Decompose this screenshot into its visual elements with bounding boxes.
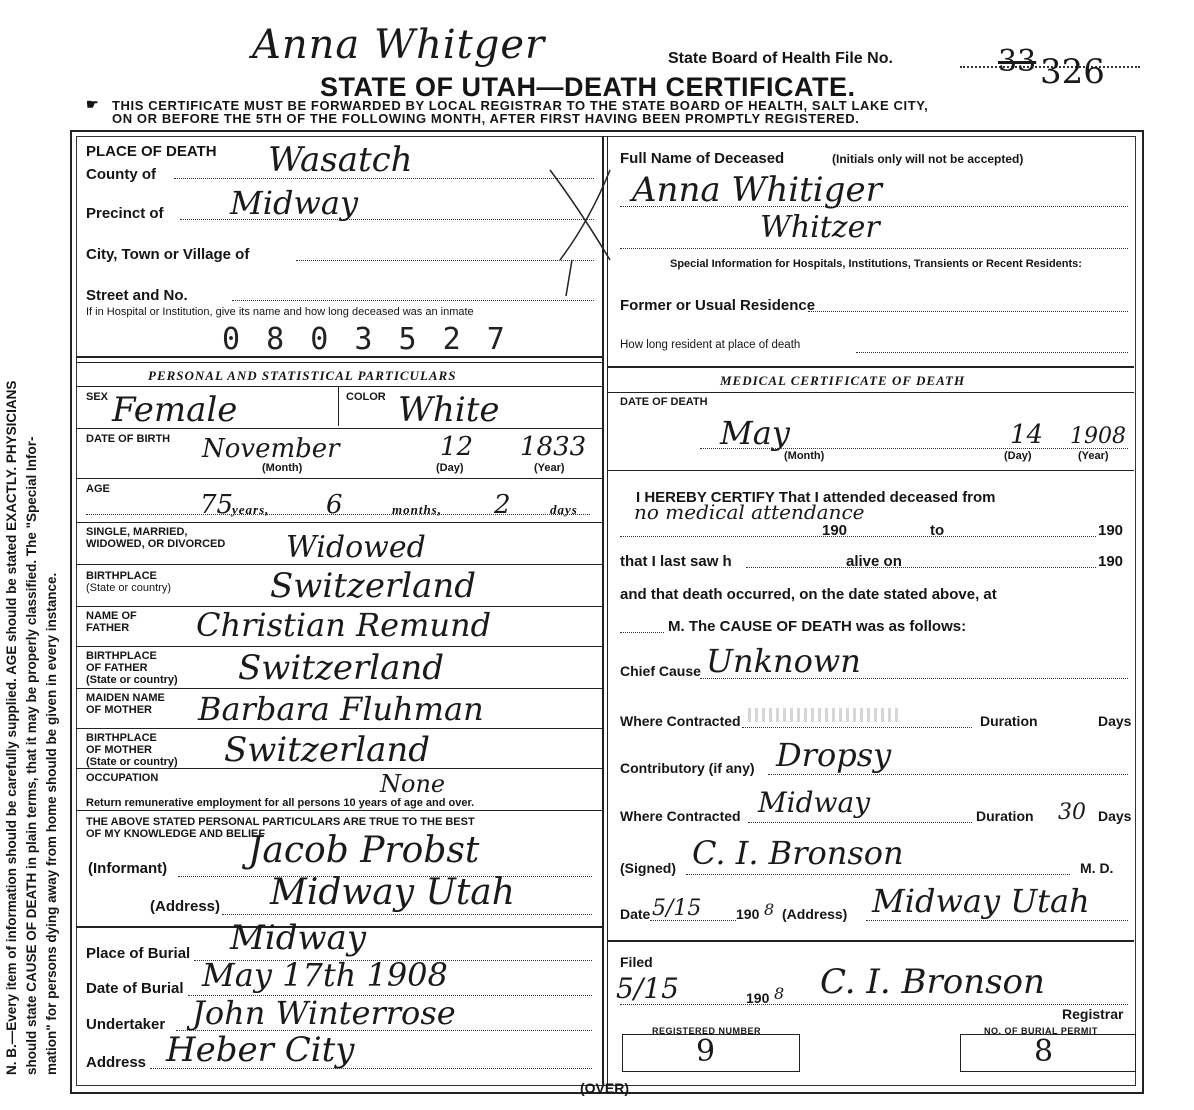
days-1-label: Days: [1098, 713, 1132, 729]
sex-color-divider: [338, 386, 339, 426]
age-years: 75: [200, 490, 234, 520]
father-bp-label-2: OF FATHER: [86, 662, 148, 674]
dob-year: 1833: [520, 432, 587, 462]
hospital-note: If in Hospital or Institution, give its name and how long deceased was an inmate: [86, 306, 474, 318]
occupation-label: OCCUPATION: [86, 772, 159, 784]
left-divider-11: [76, 768, 602, 769]
fullname-note: (Initials only will not be accepted): [832, 152, 1024, 166]
where-contracted-2-line: [748, 822, 972, 823]
attendance-value: no medical attendance: [634, 500, 865, 524]
signed-value: C. I. Bronson: [692, 834, 904, 872]
death-date-line: [700, 448, 1128, 449]
father-bp-label-3: (State or country): [86, 674, 178, 686]
cert-date-value: 5/15: [652, 896, 702, 921]
mother-bp-label-3: (State or country): [86, 756, 178, 768]
file-number: 326: [1040, 52, 1105, 92]
fullname-value: Anna Whitiger: [632, 170, 882, 210]
father-bp-label-1: BIRTHPLACE: [86, 650, 157, 662]
cert-date-line: [650, 920, 736, 921]
county-label: County of: [86, 166, 156, 183]
former-residence-label: Former or Usual Residence: [620, 297, 816, 314]
age-months: 6: [326, 490, 343, 520]
filed-year-suffix: 8: [774, 984, 785, 1003]
marital-value: Widowed: [286, 530, 426, 565]
burial-place-value: Midway: [230, 918, 367, 958]
erased-smudge: [748, 708, 898, 722]
age-days: 2: [494, 490, 511, 520]
cert-address-line: [866, 920, 1128, 921]
death-occurred-text: and that death occurred, on the date stated above, at: [620, 586, 997, 603]
marital-label-1: SINGLE, MARRIED,: [86, 526, 188, 538]
death-month-label: (Month): [784, 450, 825, 462]
left-divider-4: [76, 478, 602, 479]
dob-day-label: (Day): [436, 462, 464, 474]
chief-cause-value: Unknown: [706, 642, 861, 680]
birthplace-sub: (State or country): [86, 582, 171, 594]
precinct-value: Midway: [230, 184, 359, 222]
registered-number: 9: [696, 1034, 716, 1069]
attendance-year-1: 190: [822, 522, 848, 539]
mother-bp-label-1: BIRTHPLACE: [86, 732, 157, 744]
cert-address-value: Midway Utah: [872, 882, 1090, 920]
medical-heading: MEDICAL CERTIFICATE OF DEATH: [720, 373, 966, 388]
side-note-line1: N. B.—Every item of information should be carefully supplied. AGE should be stated EXACTLY. PHYSICIANS: [4, 380, 19, 1075]
burial-permit-label: NO. OF BURIAL PERMIT: [984, 1026, 1098, 1036]
right-divider-3: [607, 470, 1134, 471]
age-days-label: days: [550, 502, 578, 517]
left-divider-9: [76, 688, 602, 689]
annotation-name: Anna Whitger: [252, 22, 546, 68]
instruction-line2: ON OR BEFORE THE 5TH OF THE FOLLOWING MONTH, AFTER FIRST HAVING BEEN PROMPTLY REGISTERED.: [112, 111, 860, 126]
burial-date-label: Date of Burial: [86, 980, 184, 997]
dob-label: DATE OF BIRTH: [86, 433, 171, 445]
burial-address-label: Address: [86, 1054, 147, 1071]
fullname-line-2: [620, 248, 1128, 249]
left-divider-10: [76, 728, 602, 729]
color-label: COLOR: [346, 391, 386, 403]
father-label-2: FATHER: [86, 622, 130, 634]
sex-value: Female: [112, 390, 238, 430]
father-label-1: NAME OF: [86, 610, 137, 622]
cert-date-year: 190: [736, 906, 760, 922]
fullname-correction: Whitzer: [760, 210, 880, 245]
where-contracted-1-line: [742, 727, 972, 728]
street-line: [232, 300, 594, 301]
instruction-line1: THIS CERTIFICATE MUST BE FORWARDED BY LOCAL REGISTRAR TO THE STATE BOARD OF HEALTH, SALT LAKE CITY,: [112, 98, 929, 113]
left-divider-5: [76, 522, 602, 523]
informant-label: (Informant): [88, 860, 168, 877]
resident-line: [856, 352, 1128, 353]
death-year: 1908: [1070, 424, 1126, 449]
occupation-value: None: [380, 770, 446, 798]
death-day: 14: [1010, 420, 1044, 450]
dob-year-label: (Year): [534, 462, 565, 474]
side-note-line2: should state CAUSE OF DEATH in plain terms, that it may be properly classified. The "Special Infor-: [24, 436, 39, 1075]
death-day-label: (Day): [1004, 450, 1032, 462]
registered-number-label: REGISTERED NUMBER: [652, 1026, 762, 1036]
contributory-value: Dropsy: [776, 736, 892, 774]
address-line: [222, 914, 592, 915]
signed-line: [686, 874, 1070, 875]
left-divider-1: [76, 356, 602, 358]
county-value: Wasatch: [268, 140, 413, 180]
former-residence-line: [808, 311, 1128, 312]
attest-line1: THE ABOVE STATED PERSONAL PARTICULARS ARE TRUE TO THE BEST: [86, 816, 475, 828]
marital-label-2: WIDOWED, OR DIVORCED: [86, 538, 226, 550]
age-years-label: years,: [232, 502, 270, 517]
last-saw-text: that I last saw h: [620, 553, 732, 570]
undertaker-value: John Winterrose: [192, 994, 456, 1032]
filed-date: 5/15: [616, 972, 679, 1005]
duration-2-label: Duration: [976, 808, 1034, 824]
filed-line: [620, 1004, 1128, 1005]
burial-address-value: Heber City: [166, 1030, 355, 1070]
dob-month: November: [202, 434, 340, 464]
city-label: City, Town or Village of: [86, 246, 250, 263]
mother-bp-value: Switzerland: [224, 730, 431, 770]
left-divider-8: [76, 646, 602, 647]
death-year-label: (Year): [1078, 450, 1109, 462]
precinct-label: Precinct of: [86, 205, 164, 222]
age-months-label: months,: [392, 502, 442, 517]
file-number-label: State Board of Health File No.: [668, 50, 893, 67]
cause-line: [620, 632, 664, 633]
father-bp-value: Switzerland: [238, 648, 445, 688]
right-divider-2: [607, 392, 1134, 393]
left-divider-1b: [76, 362, 602, 363]
death-date-label: DATE OF DEATH: [620, 396, 708, 408]
dob-month-label: (Month): [262, 462, 303, 474]
where-contracted-1-label: Where Contracted: [620, 713, 741, 729]
attendance-line: [620, 536, 1096, 537]
duration-2-value: 30: [1058, 800, 1086, 825]
attendance-year-2: 190: [1098, 522, 1124, 539]
side-note-line3: mation" for persons dying away from home should be given in every instance.: [44, 572, 59, 1075]
filed-label: Filed: [620, 954, 653, 970]
registrar-label: Registrar: [1062, 1006, 1124, 1022]
birthplace-value: Switzerland: [270, 566, 477, 606]
alive-on-year: 190: [1098, 553, 1124, 570]
cause-text: M. The CAUSE OF DEATH was as follows:: [668, 618, 967, 635]
where-contracted-2-label: Where Contracted: [620, 808, 741, 824]
birthplace-label: BIRTHPLACE: [86, 570, 157, 582]
resident-label: How long resident at place of death: [620, 339, 801, 351]
sex-label: SEX: [86, 391, 109, 403]
burial-place-label: Place of Burial: [86, 945, 191, 962]
burial-permit: 8: [1034, 1034, 1054, 1069]
mother-label-1: MAIDEN NAME: [86, 692, 165, 704]
left-divider-6: [76, 564, 602, 565]
age-label: AGE: [86, 483, 110, 495]
days-2-label: Days: [1098, 808, 1132, 824]
duration-1-label: Duration: [980, 713, 1038, 729]
undertaker-label: Undertaker: [86, 1016, 166, 1033]
right-divider-4: [607, 940, 1134, 942]
stamp-number: 0 8 0 3 5 2 7: [222, 322, 509, 357]
cert-date-label: Date: [620, 906, 651, 922]
registrar-signature: C. I. Bronson: [820, 962, 1045, 1002]
death-month: May: [720, 414, 790, 452]
last-saw-line: [746, 567, 1096, 568]
dob-day: 12: [440, 432, 474, 462]
contributory-label: Contributory (if any): [620, 760, 755, 776]
contributory-line: [768, 774, 1128, 775]
filed-year: 190: [746, 990, 770, 1006]
mother-label-2: OF MOTHER: [86, 704, 152, 716]
left-divider-2: [76, 386, 602, 387]
certificate-title: STATE OF UTAH—DEATH CERTIFICATE.: [320, 72, 856, 102]
left-divider-12: [76, 810, 602, 811]
cert-address-label: (Address): [782, 906, 848, 922]
file-number-struck: 33: [998, 44, 1037, 79]
mother-value: Barbara Fluhman: [198, 690, 484, 728]
father-value: Christian Remund: [196, 606, 492, 644]
mother-bp-label-2: OF MOTHER: [86, 744, 152, 756]
certify-text: I HEREBY CERTIFY That I attended deceased from: [636, 489, 996, 506]
place-of-death-heading: PLACE OF DEATH: [86, 143, 217, 160]
chief-cause-label: Chief Cause: [620, 663, 701, 679]
address-value: Midway Utah: [270, 872, 515, 913]
left-divider-3: [76, 428, 602, 429]
fullname-label: Full Name of Deceased: [620, 150, 785, 167]
pointing-hand-icon: ☛: [86, 96, 99, 112]
alive-on-text: alive on: [846, 553, 902, 570]
signed-label: (Signed): [620, 860, 676, 876]
personal-heading: PERSONAL AND STATISTICAL PARTICULARS: [148, 368, 457, 383]
informant-value: Jacob Probst: [248, 830, 480, 871]
right-divider-1: [607, 366, 1134, 368]
where-contracted-2-value: Midway: [758, 786, 871, 819]
attest-line2: OF MY KNOWLEDGE AND BELIEF: [86, 828, 266, 840]
street-label: Street and No.: [86, 287, 188, 304]
attendance-to: to: [930, 522, 945, 539]
burial-date-value: May 17th 1908: [202, 956, 448, 994]
md-label: M. D.: [1080, 860, 1114, 876]
occupation-note: Return remunerative employment for all persons 10 years of age and over.: [86, 797, 475, 809]
special-info-label: Special Information for Hospitals, Institutions, Transients or Recent Residents:: [670, 258, 1082, 270]
over-label: (OVER): [580, 1080, 629, 1096]
color-value: White: [398, 390, 500, 430]
cert-date-year-suffix: 8: [764, 900, 775, 919]
address-label: (Address): [150, 898, 221, 915]
